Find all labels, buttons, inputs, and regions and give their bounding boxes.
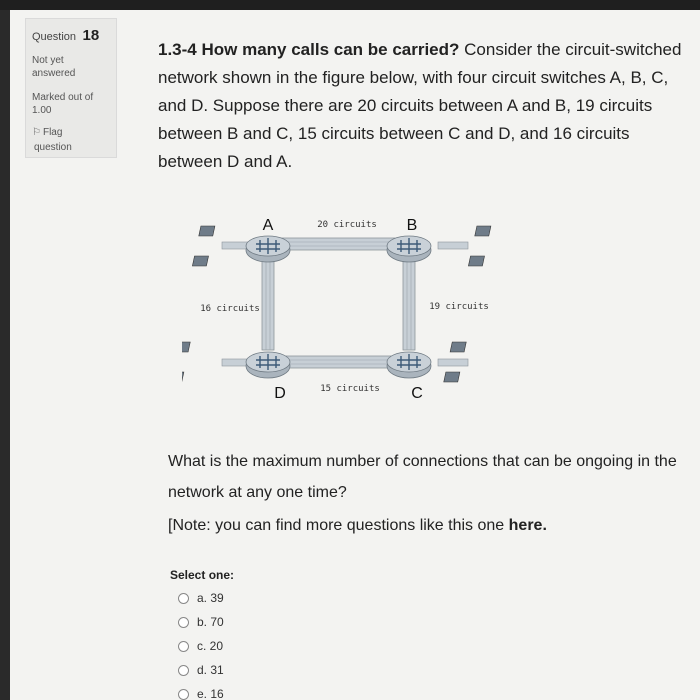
grade-line-1: Marked out of [32, 92, 94, 103]
link-ab-caption: 20 circuits [317, 220, 377, 230]
answer-label: c. 20 [197, 639, 224, 653]
sub-question [168, 446, 688, 541]
answer-option-d[interactable] [170, 658, 470, 682]
radio-button[interactable] [178, 593, 189, 604]
question-content [158, 36, 688, 176]
question-number: 18 [82, 27, 100, 44]
status-line-1: Not yet [32, 55, 64, 66]
answer-label: b. 70 [197, 615, 224, 629]
node-b-label: B [406, 217, 418, 234]
select-one-label: Select one: [170, 568, 235, 582]
switch-c [387, 352, 431, 378]
answer-option-c[interactable] [170, 634, 470, 658]
note [168, 510, 688, 541]
link-bc [403, 258, 415, 350]
answer-label: d. 31 [197, 663, 224, 677]
link-cd-caption: 15 circuits [320, 384, 380, 394]
switch-b [387, 236, 431, 262]
radio-button[interactable] [178, 641, 189, 652]
link-da-caption: 16 circuits [200, 304, 260, 314]
answer-option-b[interactable] [170, 610, 470, 634]
top-bar [0, 0, 700, 10]
answer-options [170, 568, 470, 700]
switch-d [246, 352, 290, 378]
radio-button[interactable] [178, 617, 189, 628]
link-dc [277, 356, 395, 368]
question-info-panel [25, 18, 117, 158]
answer-option-a[interactable] [170, 586, 470, 610]
answer-option-e[interactable] [170, 682, 470, 700]
question-prompt [158, 36, 688, 176]
note-link[interactable]: here. [508, 517, 547, 534]
flag-label-2: question [34, 142, 72, 153]
quiz-page [10, 10, 700, 700]
answer-label: e. 16 [197, 687, 224, 700]
question-grade [32, 90, 110, 119]
radio-button[interactable] [178, 689, 189, 700]
radio-button[interactable] [178, 665, 189, 676]
link-ab [277, 238, 395, 250]
node-c-label: C [411, 385, 423, 402]
node-d-label: D [274, 385, 286, 402]
link-bc-caption: 19 circuits [429, 302, 489, 312]
flag-icon: ⚐ [32, 127, 41, 138]
note-text: [Note: you can find more questions like this one [168, 517, 509, 534]
question-title: 1.3-4 How many calls can be carried? [158, 40, 460, 59]
switch-a [246, 236, 290, 262]
network-figure [182, 202, 512, 402]
link-ad [262, 258, 274, 350]
answer-label: a. 39 [197, 591, 224, 605]
question-heading [32, 27, 110, 45]
flag-question-button[interactable] [32, 125, 110, 155]
question-label: Question [32, 31, 77, 43]
question-body: Consider the circuit-switched network shown in the figure below, with four circuit switches A, B, C, and D. Suppose there are 20 circuits between A and B, 19 circuits between B and C, 15 circuits between C and D, and 16 circuits between D and A. [158, 40, 682, 171]
grade-line-2: 1.00 [32, 105, 52, 116]
flag-label-1: Flag [42, 127, 63, 138]
question-status [32, 53, 110, 82]
question-text: What is the maximum number of connections that can be ongoing in the network at any one time? [168, 453, 677, 501]
status-line-2: answered [32, 68, 76, 79]
node-a-label: A [262, 217, 274, 234]
